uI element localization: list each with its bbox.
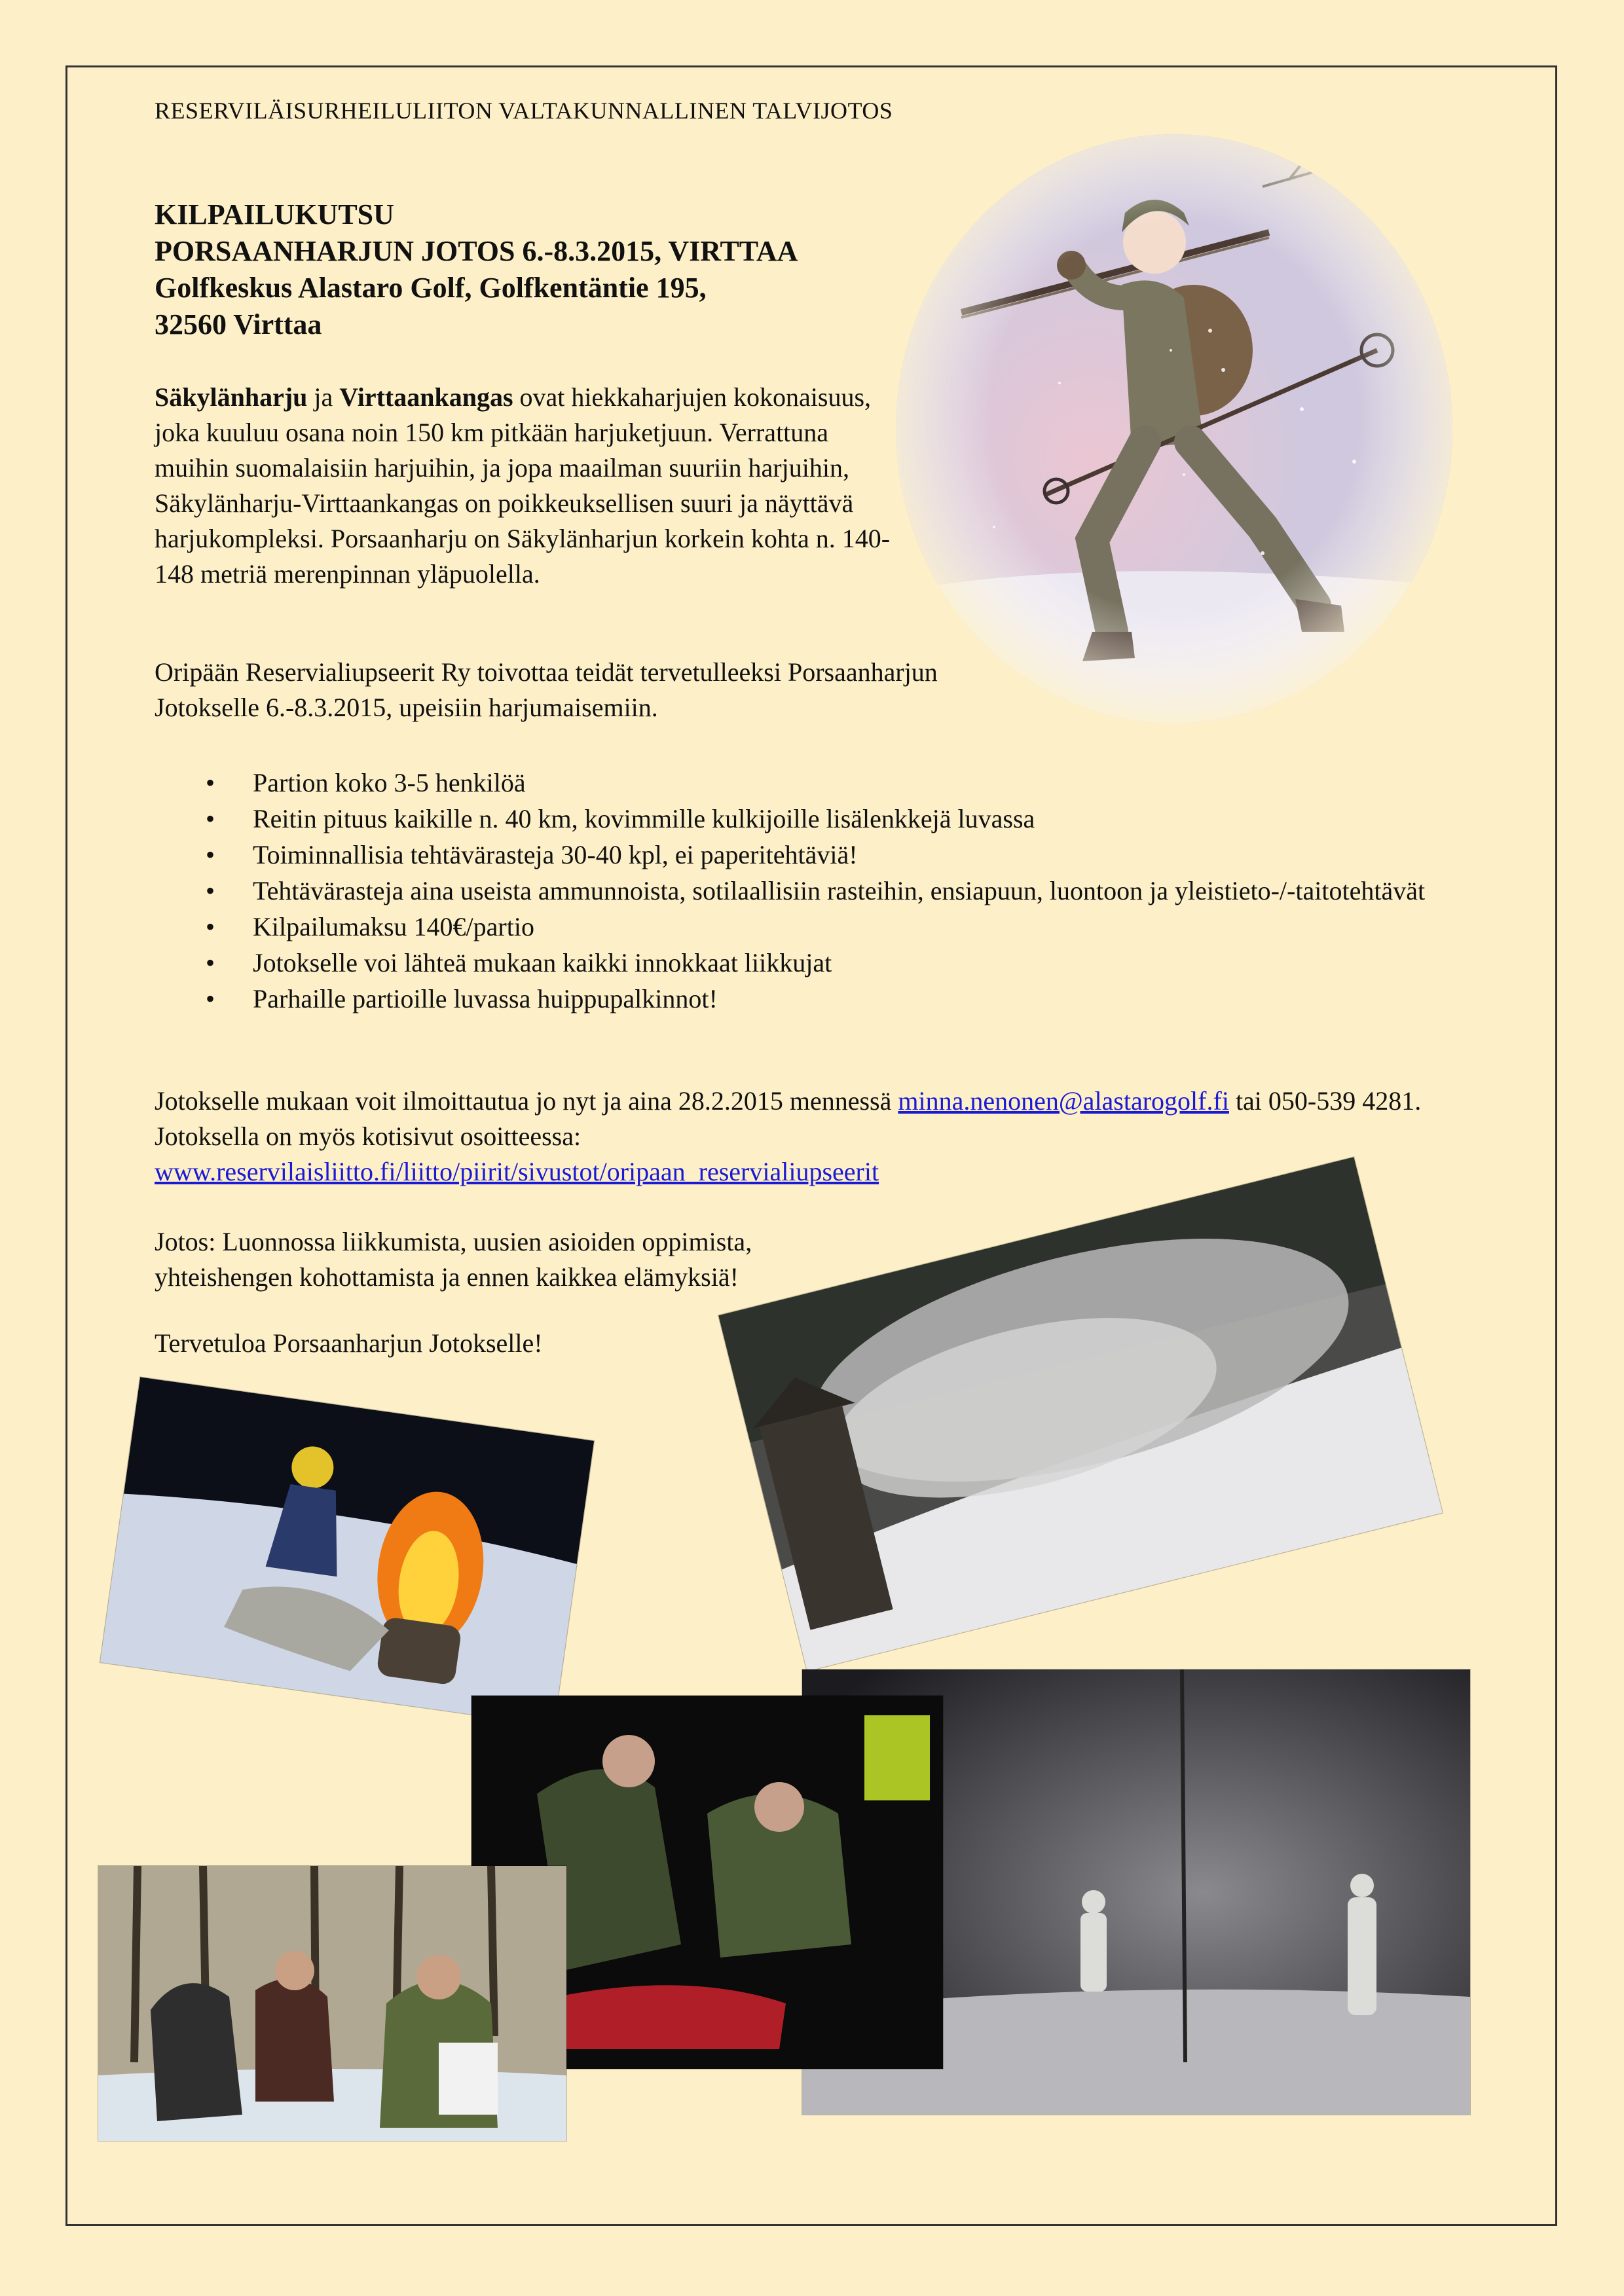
list-item: • Toiminnallisia tehtävärasteja 30-40 kpl, ei paperitehtäviä! — [155, 837, 1497, 873]
heading-line-4: 32560 Virttaa — [155, 308, 322, 340]
skier-drawing — [896, 134, 1452, 723]
invitation-heading — [155, 196, 940, 343]
place-name-sakylanharju: Säkylänharju — [155, 382, 308, 412]
forest-first-aid-image — [98, 1866, 566, 2141]
registration-paragraph — [155, 1084, 1464, 1190]
motto-paragraph: Jotos: Luonnossa liikkumista, uusien asioiden oppimista, yhteishengen kohottamista ja ennen kaikkea elämyksiä! — [155, 1227, 752, 1292]
registration-text: Jotokselle mukaan voit ilmoittautua jo nyt ja aina 28.2.2015 mennessä — [155, 1086, 898, 1116]
organization-header: RESERVILÄISURHEILULIITON VALTAKUNNALLINEN TALVIJOTOS — [155, 98, 893, 124]
website-link[interactable]: www.reservilaisliitto.fi/liitto/piirit/sivustot/oripaan_reservialiupseerit — [155, 1157, 879, 1186]
intro-text: ovat hiekkaharjujen kokonaisuus, joka kuuluu osana noin 150 km pitkään harjuketjuun. Verrattuna muihin suomalaisiin harjuihin, ja jopa maailman suuriin harjuihin, Säkylänharju-Virttaankangas on poikkeuksellisen suuri ja näyttävä harjukompleksi. Porsaanharju on Säkylänharjun korkein kohta n. 140-148 metriä merenpinnan yläpuolella. — [155, 382, 891, 589]
intro-connector: ja — [307, 382, 340, 412]
list-item: • Parhaille partioille luvassa huippupalkinnot! — [155, 981, 1497, 1017]
heading-line-1: KILPAILUKUTSU — [155, 198, 394, 230]
closing-line: Tervetuloa Porsaanharjun Jotokselle! — [155, 1328, 543, 1358]
list-item: • Tehtävärasteja aina useista ammunnoista, sotilaallisiin rasteihin, ensiapuun, luontoon ja yleistieto-/-taitotehtävät — [155, 873, 1497, 909]
list-item: • Jotokselle voi lähteä mukaan kaikki innokkaat liikkujat — [155, 945, 1497, 981]
place-name-virttaankangas: Virttaankangas — [339, 382, 513, 412]
list-item: • Kilpailumaksu 140€/partio — [155, 909, 1497, 945]
intro-paragraph — [155, 380, 895, 592]
forest-first-aid-photo — [98, 1866, 566, 2141]
welcome-paragraph: Oripään Reservialiupseerit Ry toivottaa teidät tervetulleeksi Porsaanharjun Jotokselle 6.-8.3.2015, upeisiin harjumaisemiin. — [155, 657, 938, 722]
list-item: • Reitin pituus kaikille n. 40 km, kovimmille kulkijoille lisälenkkejä luvassa — [155, 801, 1497, 837]
heading-line-3: Golfkeskus Alastaro Golf, Golfkentäntie 195, — [155, 272, 707, 304]
email-link[interactable]: minna.nenonen@alastarogolf.fi — [898, 1086, 1229, 1116]
skier-illustration — [896, 134, 1452, 723]
registration-contact-text: tai 050-539 4281. Jotoksella on myös kotisivut osoitteessa: — [155, 1086, 1422, 1151]
event-details-list — [155, 765, 1497, 1017]
heading-line-2: PORSAANHARJUN JOTOS 6.-8.3.2015, VIRTTAA — [155, 235, 798, 267]
list-item: • Partion koko 3-5 henkilöä — [155, 765, 1497, 801]
